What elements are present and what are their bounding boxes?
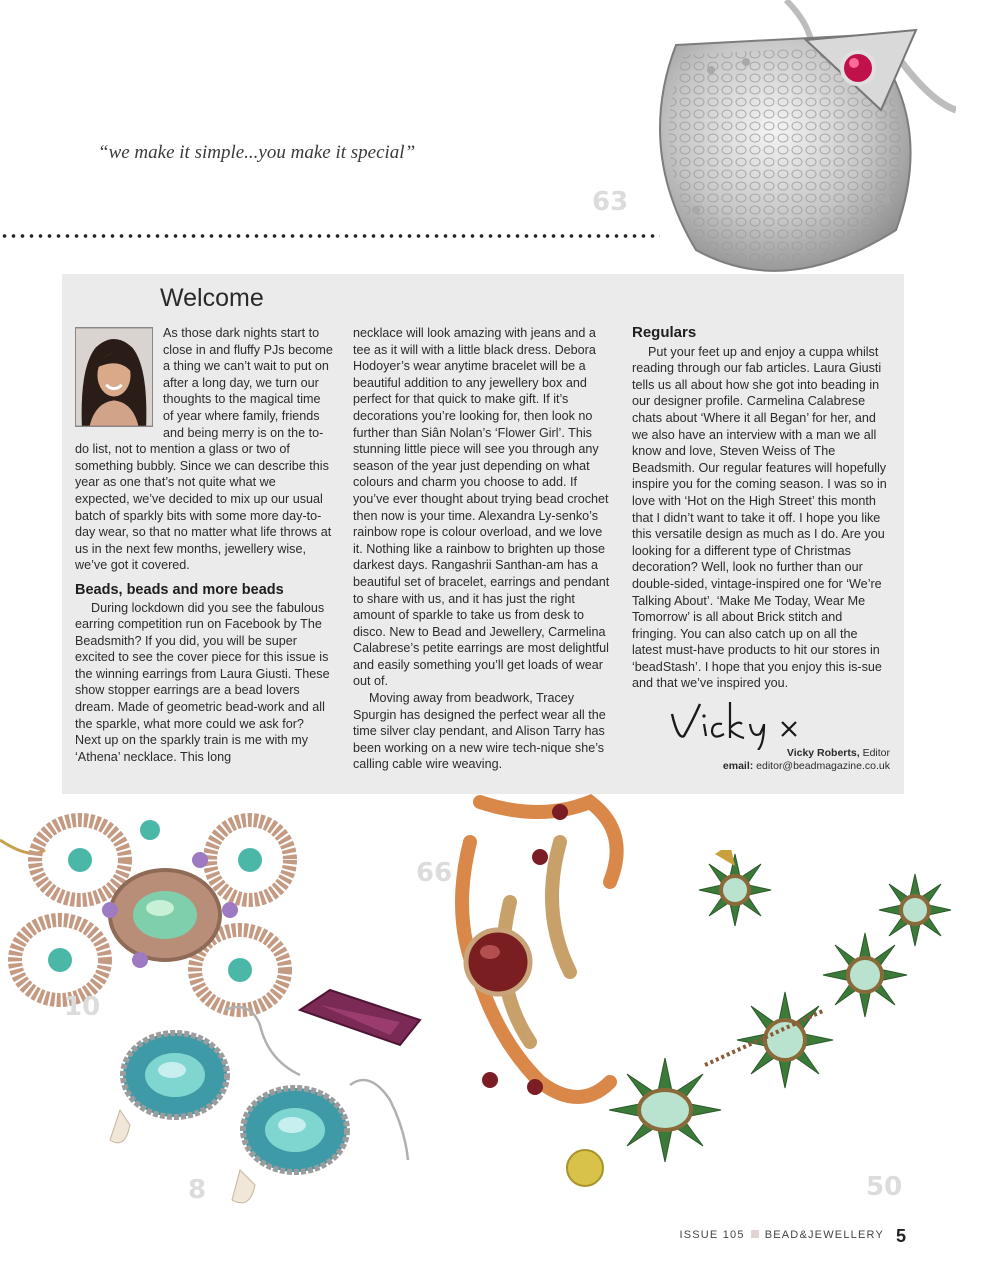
column-2 xyxy=(353,325,611,773)
beads-paragraph: During lockdown did you see the fabulous earring competition run on Facebook by The Beadsmith? If you did, you will be super excited to see the cover piece for this issue is the winning earrings from Laura Giusti. These show stopper earrings are a bead lovers dream. Made of geometric bead-work and all the sparkle, what more could we ask for? Next up on the sparkly train is me with my ‘Athena’ necklace. This long xyxy=(75,600,330,764)
page-number: 5 xyxy=(895,1226,906,1246)
editor-credit xyxy=(723,747,890,773)
welcome-title: Welcome xyxy=(160,284,264,312)
column2-paragraph-2: Moving away from beadwork, Tracey Spurgin has designed the perfect wear all the time silver clay pendant, and Alison Tarry has been working on a new wire tech-nique she’s calling cable wire weaving. xyxy=(353,691,606,772)
editor-signature xyxy=(664,696,824,750)
dotted-divider xyxy=(0,232,660,240)
editor-name: Vicky Roberts, xyxy=(786,747,860,759)
magazine-name: BEAD&JEWELLERY xyxy=(764,1229,884,1241)
page-ref-63: 63 xyxy=(592,187,629,217)
regulars-paragraph: Put your feet up and enjoy a cuppa whilst reading through our fab articles. Laura Giusti tells us all about how she got into beading in our designer profile. Carmelina Calabrese chats about ‘Where it all Began’ for her, and we also have an interview with a man we all know and love, Steven Weiss of The Beadsmith. Our regular features will hopefully inspire you for the coming season. I was so in love with ‘Hot on the High Street’ this month that I didn’t want to take it off. I hope you like this versatile design as much as I do. Are you looking for a different type of Christmas decoration? Well, look no further than our double-sided, vintage-inspired one for ‘We’re Talking About’. ‘Make Me Today, Wear Me Tomorrow’ is all about Brick stitch and fringing. You can also catch up on all the latest must-have products to hit our stores in ‘beadStash’. I hope that you enjoy this is-sue and that we’ve inspired you. xyxy=(632,344,887,691)
turquoise-earrings-photo xyxy=(100,1000,420,1215)
column-3 xyxy=(632,325,888,692)
editor-role: Editor xyxy=(862,747,890,759)
issue-label: ISSUE 105 xyxy=(679,1229,745,1241)
page-ref-50: 50 xyxy=(866,1172,903,1202)
page-ref-10: 10 xyxy=(64,992,101,1022)
editor-email[interactable]: editor@beadmagazine.co.uk xyxy=(756,760,890,772)
intro-paragraph: As those dark nights start to close in and fluffy PJs become a thing we can’t wait to put on after a long day, we turn our thoughts to the magical time of year where family, friends and being merry is on the to-do list, not to mention a glass or two of something bubbly. Since we can describe this year as one that’s not quite what we expected, we’ve decided to mix up our usual batch of sparkly bits with some more day-to-day wear, so that no matter what life throws at us in the next few months, jewellery wise, we’ve got it covered. xyxy=(75,326,333,573)
tagline: “we make it simple...you make it special” xyxy=(98,142,416,163)
page-ref-8: 8 xyxy=(188,1175,207,1205)
silver-pendant-photo xyxy=(636,0,956,290)
column2-paragraph-1: necklace will look amazing with jeans and a tee as it will with a little black dress. Debora Hodoyer’s wear anytime bracelet will be a beautiful addition to any jewellery box and perfect for that quick to make gift. If it’s decorations you’re looking for, then look no further than Siân Nolan’s ‘Flower Girl’. This stunning little piece will see you through any season of the year just depending on what colours and charm you choose to add. If you’ve ever thought about trying bead crochet then now is your time. Alexandra Ly-senko’s rainbow rope is colour overload, and we love it. Nothing like a rainbow to brighten up those darkest days. Rangashrii Santhan-am has a beautiful set of bracelet, earrings and pendant to share with us, and it has just the right amount of sparkle to take us from desk to disco. New to Bead and Jewellery, Carmelina Calabrese’s petite earrings are most delightful and easily something you’ll get loads of wear out of. xyxy=(353,326,610,689)
heading-beads: Beads, beads and more beads xyxy=(75,581,284,598)
footer xyxy=(679,1229,884,1241)
heading-regulars: Regulars xyxy=(632,324,697,341)
page-ref-66: 66 xyxy=(416,858,453,888)
green-bracelet-photo xyxy=(555,850,965,1200)
footer-separator xyxy=(751,1230,759,1238)
column-1 xyxy=(75,325,333,765)
email-label: email: xyxy=(722,760,754,772)
